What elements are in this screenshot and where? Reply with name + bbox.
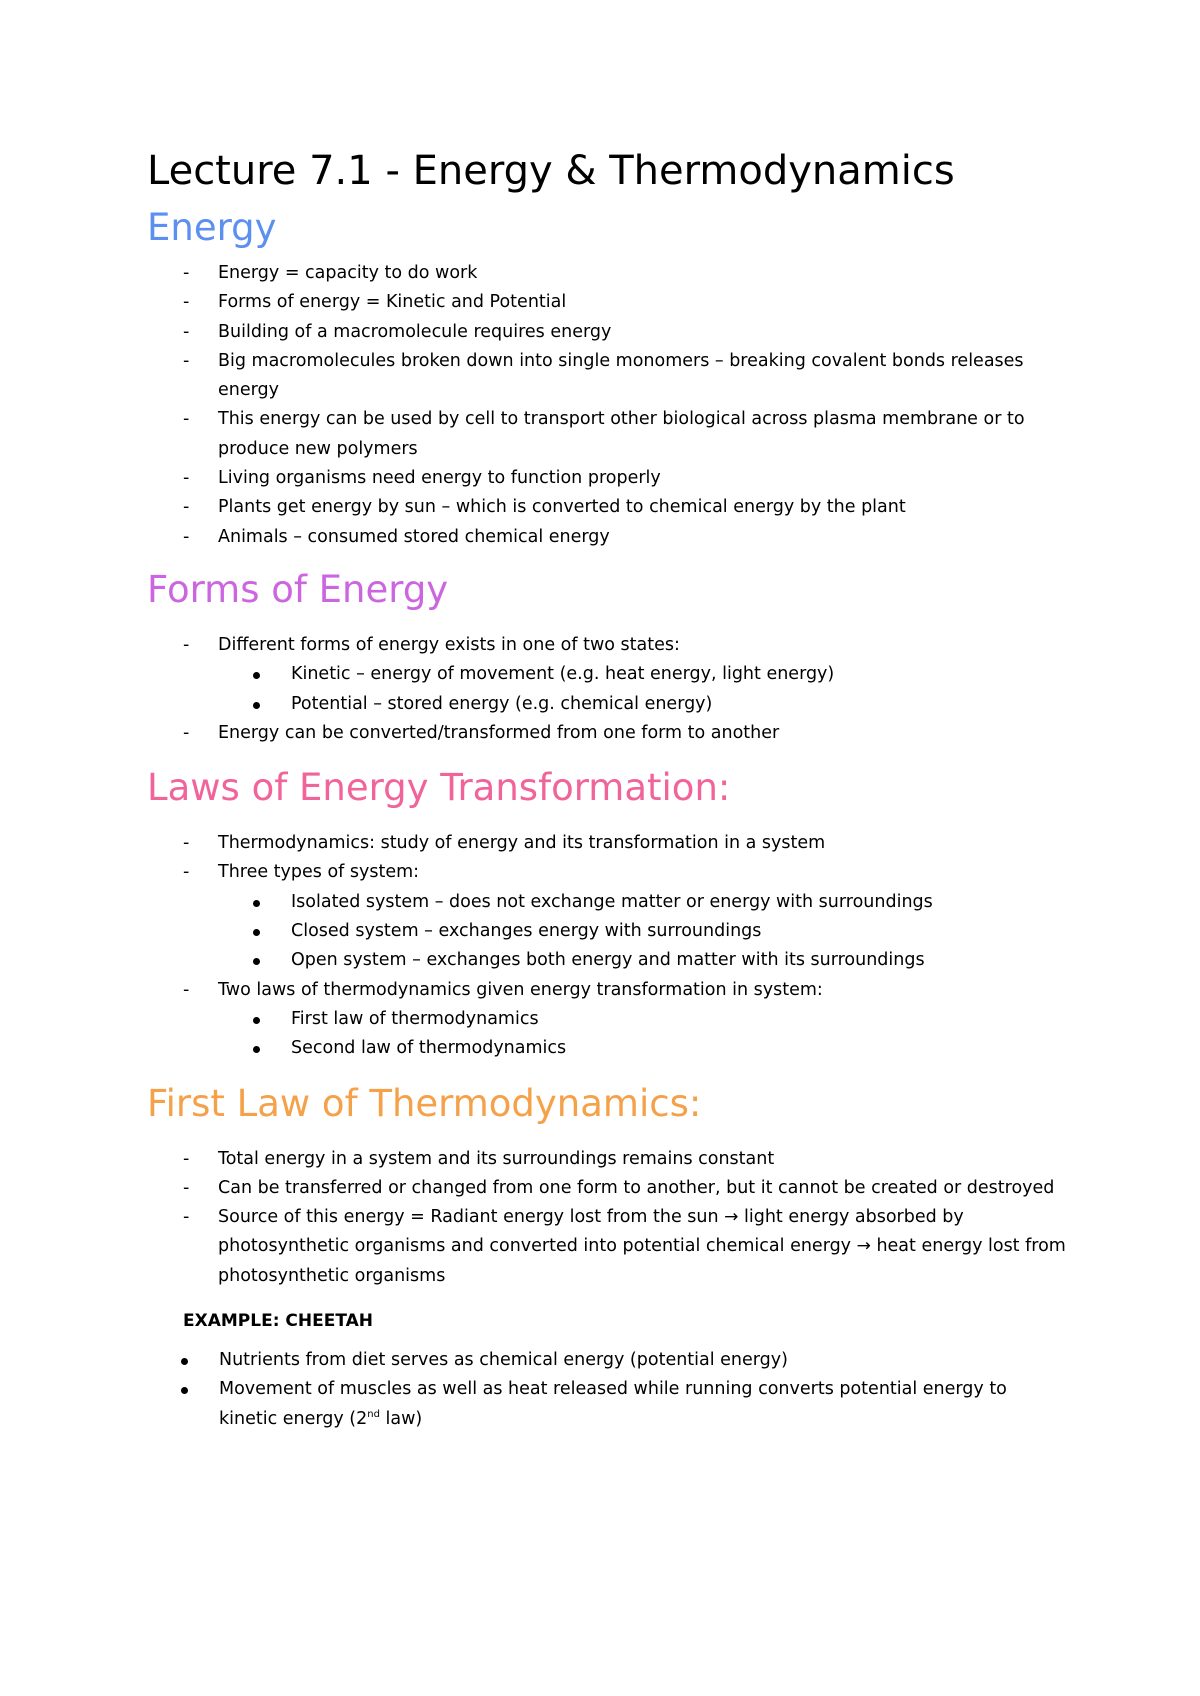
bullet-dot	[253, 702, 260, 709]
list-item	[147, 523, 1067, 552]
list-item	[147, 347, 1067, 406]
right-arrow-icon: →	[724, 1207, 739, 1228]
list-item-text: Big macromolecules broken down into single monomers – breaking covalent bonds releases energy	[218, 350, 1024, 401]
list-item	[147, 1145, 1067, 1174]
document-title: Lecture 7.1 - Energy & Thermodynamics	[147, 148, 955, 194]
list-item-text: Can be transferred or changed from one form to another, but it cannot be created or destroyed	[218, 1177, 1055, 1198]
bullet-item-text: Open system – exchanges both energy and matter with its surroundings	[291, 950, 925, 971]
dash-marker: -	[183, 321, 190, 342]
dash-marker: -	[183, 979, 190, 1000]
list-item-text: Forms of energy = Kinetic and Potential	[218, 292, 567, 313]
bullet-item	[75, 1346, 1067, 1375]
right-arrow-icon: →	[856, 1236, 871, 1257]
dash-marker: -	[183, 292, 190, 313]
list-item	[147, 464, 1067, 493]
section-energy	[147, 200, 1067, 552]
bullet-dot	[253, 1046, 260, 1053]
list-item-text: Building of a macromolecule requires energy	[218, 321, 612, 342]
list-item-text: Total energy in a system and its surroundings remains constant	[218, 1148, 775, 1169]
dash-marker: -	[183, 468, 190, 489]
example-label: EXAMPLE: CHEETAH	[183, 1311, 374, 1332]
bullet-item-text-end: law)	[379, 1408, 423, 1429]
dash-marker: -	[183, 350, 190, 371]
bullet-item	[147, 917, 1067, 946]
document-page	[147, 140, 1067, 1434]
list-item	[147, 259, 1067, 288]
list-item-text: Different forms of energy exists in one of two states:	[218, 634, 680, 655]
list-item-text: Thermodynamics: study of energy and its transformation in a system	[218, 833, 826, 854]
nested-list	[147, 660, 1067, 719]
nested-list	[147, 888, 1067, 976]
source-text-part3: heat energy lost from photosynthetic organisms	[218, 1236, 1066, 1286]
bullet-dot	[253, 1017, 260, 1024]
bullet-dot	[181, 1387, 188, 1394]
example-list	[147, 1346, 1067, 1434]
bullet-item	[147, 690, 1067, 719]
bullet-item-text: Movement of muscles as well as heat released while running converts potential energy to kinetic energy (2	[219, 1379, 1007, 1429]
bullet-dot	[253, 958, 260, 965]
section-first-law	[147, 1076, 1067, 1434]
laws-thermo-sub-list	[218, 1005, 1067, 1064]
dash-marker: -	[183, 1177, 190, 1198]
bullet-item	[75, 1375, 1067, 1434]
bullet-item	[147, 1034, 1067, 1063]
bullet-dot	[181, 1358, 188, 1365]
bullet-item	[147, 946, 1067, 975]
list-item-text: Two laws of thermodynamics given energy transformation in system:	[218, 979, 823, 1000]
list-item	[147, 288, 1067, 317]
forms-list	[147, 631, 1067, 748]
dash-marker: -	[183, 526, 190, 547]
source-text-part2: light energy absorbed by photosynthetic organisms and converted into potential chemical energy	[218, 1207, 964, 1257]
heading-laws-of-energy-transformation: Laws of Energy Transformation:	[147, 766, 731, 810]
bullet-dot	[253, 672, 260, 679]
list-item	[147, 1203, 1067, 1291]
dash-marker: -	[183, 1148, 190, 1169]
bullet-item-text: Potential – stored energy (e.g. chemical energy)	[291, 693, 713, 714]
bullet-item	[147, 660, 1067, 689]
forms-sub-list	[218, 660, 1067, 719]
dash-marker: -	[183, 862, 190, 883]
list-item	[147, 493, 1067, 522]
bullet-item	[147, 1005, 1067, 1034]
bullet-item-text: First law of thermodynamics	[291, 1008, 539, 1029]
superscript-ordinal: nd	[367, 1408, 380, 1420]
bullet-dot	[253, 900, 260, 907]
list-item	[147, 631, 1067, 660]
laws-system-sub-list	[218, 888, 1067, 976]
bullet-item-text: Isolated system – does not exchange matter or energy with surroundings	[291, 891, 933, 912]
dash-marker: -	[183, 1207, 190, 1228]
list-item	[147, 858, 1067, 887]
list-item-text: Animals – consumed stored chemical energy	[218, 526, 610, 547]
bullet-item-text: Second law of thermodynamics	[291, 1038, 567, 1059]
list-item	[147, 829, 1067, 858]
list-item	[147, 1174, 1067, 1203]
first-law-list	[147, 1145, 1067, 1291]
heading-forms-of-energy: Forms of Energy	[147, 567, 449, 611]
dash-marker: -	[183, 497, 190, 518]
dash-marker: -	[183, 409, 190, 430]
list-item-text: This energy can be used by cell to transport other biological across plasma membrane or to produce new polymers	[218, 409, 1025, 459]
list-item	[147, 719, 1067, 748]
list-item-text: Plants get energy by sun – which is converted to chemical energy by the plant	[218, 497, 906, 518]
bullet-item-text: Nutrients from diet serves as chemical energy (potential energy)	[219, 1350, 788, 1371]
laws-list	[147, 829, 1067, 1063]
list-item	[147, 405, 1067, 464]
dash-marker: -	[183, 263, 190, 283]
heading-energy: Energy	[147, 206, 277, 249]
list-item-text: Energy = capacity to do work	[218, 263, 478, 283]
section-forms-of-energy	[147, 562, 1067, 748]
nested-list	[147, 1005, 1067, 1064]
dash-marker: -	[183, 634, 190, 655]
dash-marker: -	[183, 833, 190, 854]
source-text-part1: Source of this energy = Radiant energy lost from the sun	[218, 1207, 719, 1228]
list-item	[147, 976, 1067, 1005]
bullet-item-text: Closed system – exchanges energy with surroundings	[291, 921, 762, 942]
heading-first-law: First Law of Thermodynamics:	[147, 1081, 702, 1125]
dash-marker: -	[183, 722, 190, 743]
bullet-item	[147, 888, 1067, 917]
list-item-text: Living organisms need energy to function properly	[218, 468, 661, 489]
list-item	[147, 318, 1067, 347]
energy-list	[147, 259, 1067, 552]
list-item-text: Energy can be converted/transformed from one form to another	[218, 722, 780, 743]
section-laws-of-energy-transformation	[147, 760, 1067, 1063]
bullet-item-text: Kinetic – energy of movement (e.g. heat energy, light energy)	[291, 664, 835, 685]
bullet-dot	[253, 929, 260, 936]
list-item-text: Three types of system:	[218, 862, 420, 883]
